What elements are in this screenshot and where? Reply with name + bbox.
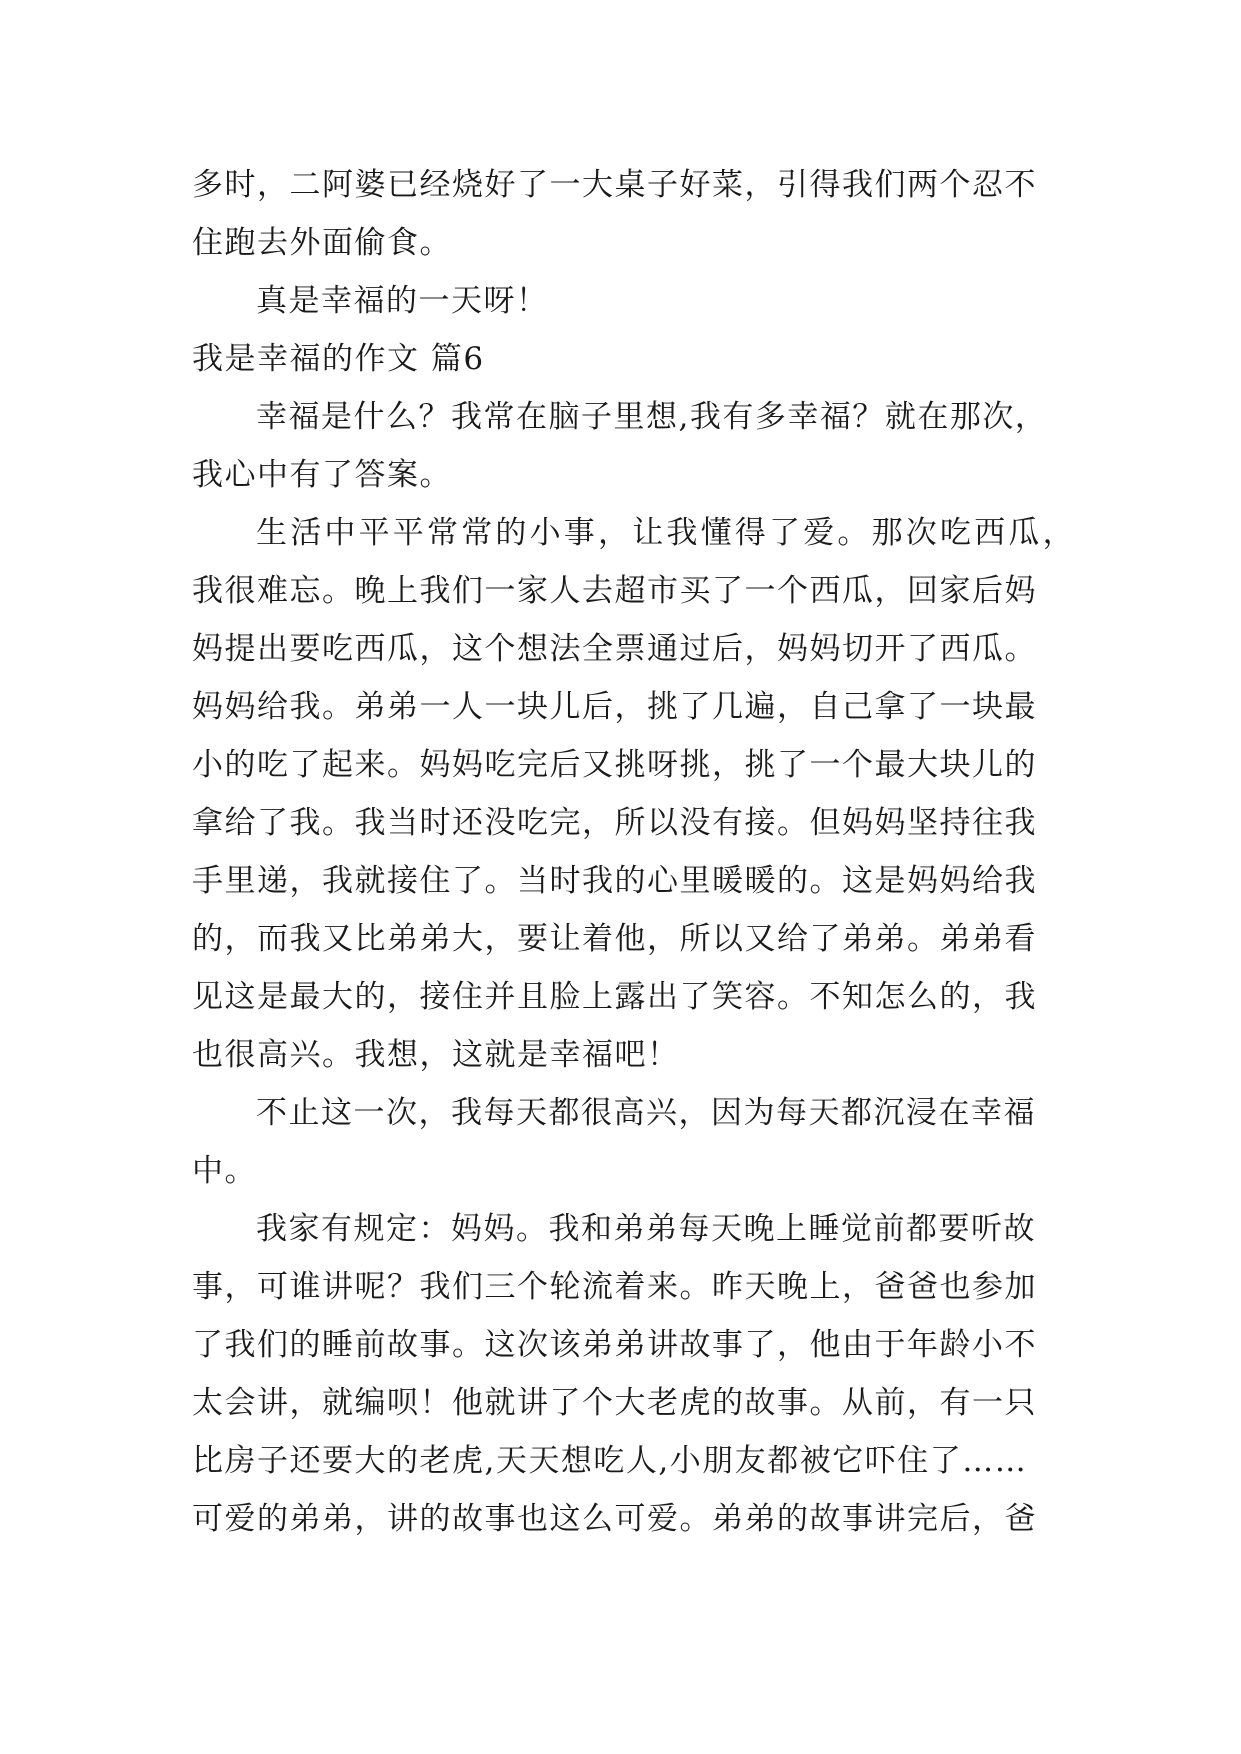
text-line: 真是幸福的一天呀！ [256,283,549,319]
text-line: 的，而我又比弟弟大，要让着他，所以又给了弟弟。弟弟看 [192,921,1037,957]
text-line: 妈提出要吃西瓜，这个想法全票通过后，妈妈切开了西瓜。 [192,631,1037,667]
section-heading: 我是幸福的作文 篇6 [192,341,485,377]
text-line: 妈妈给我。弟弟一人一块儿后，挑了几遍，自己拿了一块最 [192,689,1037,725]
text-line: 太会讲，就编呗！他就讲了个大老虎的故事。从前，有一只 [192,1385,1037,1421]
text-line: 手里递，我就接住了。当时我的心里暖暖的。这是妈妈给我 [192,863,1037,899]
text-line: 了我们的睡前故事。这次该弟弟讲故事了，他由于年龄小不 [192,1327,1037,1363]
text-line: 也很高兴。我想，这就是幸福吧！ [192,1037,680,1073]
text-line: 小的吃了起来。妈妈吃完后又挑呀挑，挑了一个最大块儿的 [192,747,1037,783]
text-line: 见这是最大的，接住并且脸上露出了笑容。不知怎么的，我 [192,979,1037,1015]
text-line: 住跑去外面偷食。 [192,225,452,261]
text-line: 不止这一次，我每天都很高兴，因为每天都沉浸在幸福 [256,1095,1036,1131]
text-line: 我心中有了答案。 [192,457,452,493]
text-line: 幸福是什么？我常在脑子里想,我有多幸福？就在那次， [256,399,1048,435]
text-line: 事，可谁讲呢？我们三个轮流着来。昨天晚上，爸爸也参加 [192,1269,1037,1305]
text-line: 可爱的弟弟，讲的故事也这么可爱。弟弟的故事讲完后，爸 [192,1501,1037,1537]
text-line: 比房子还要大的老虎,天天想吃人,小朋友都被它吓住了…… [192,1443,1028,1479]
text-line: 生活中平平常常的小事，让我懂得了爱。那次吃西瓜， [256,515,1077,551]
text-line: 我家有规定：妈妈。我和弟弟每天晚上睡觉前都要听故 [256,1211,1036,1247]
text-line: 拿给了我。我当时还没吃完，所以没有接。但妈妈坚持往我 [192,805,1037,841]
text-line: 多时，二阿婆已经烧好了一大桌子好菜，引得我们两个忍不 [192,167,1037,203]
text-line: 我很难忘。晚上我们一家人去超市买了一个西瓜，回家后妈 [192,573,1037,609]
text-line: 中。 [192,1153,257,1189]
essay-text [192,156,1077,1548]
